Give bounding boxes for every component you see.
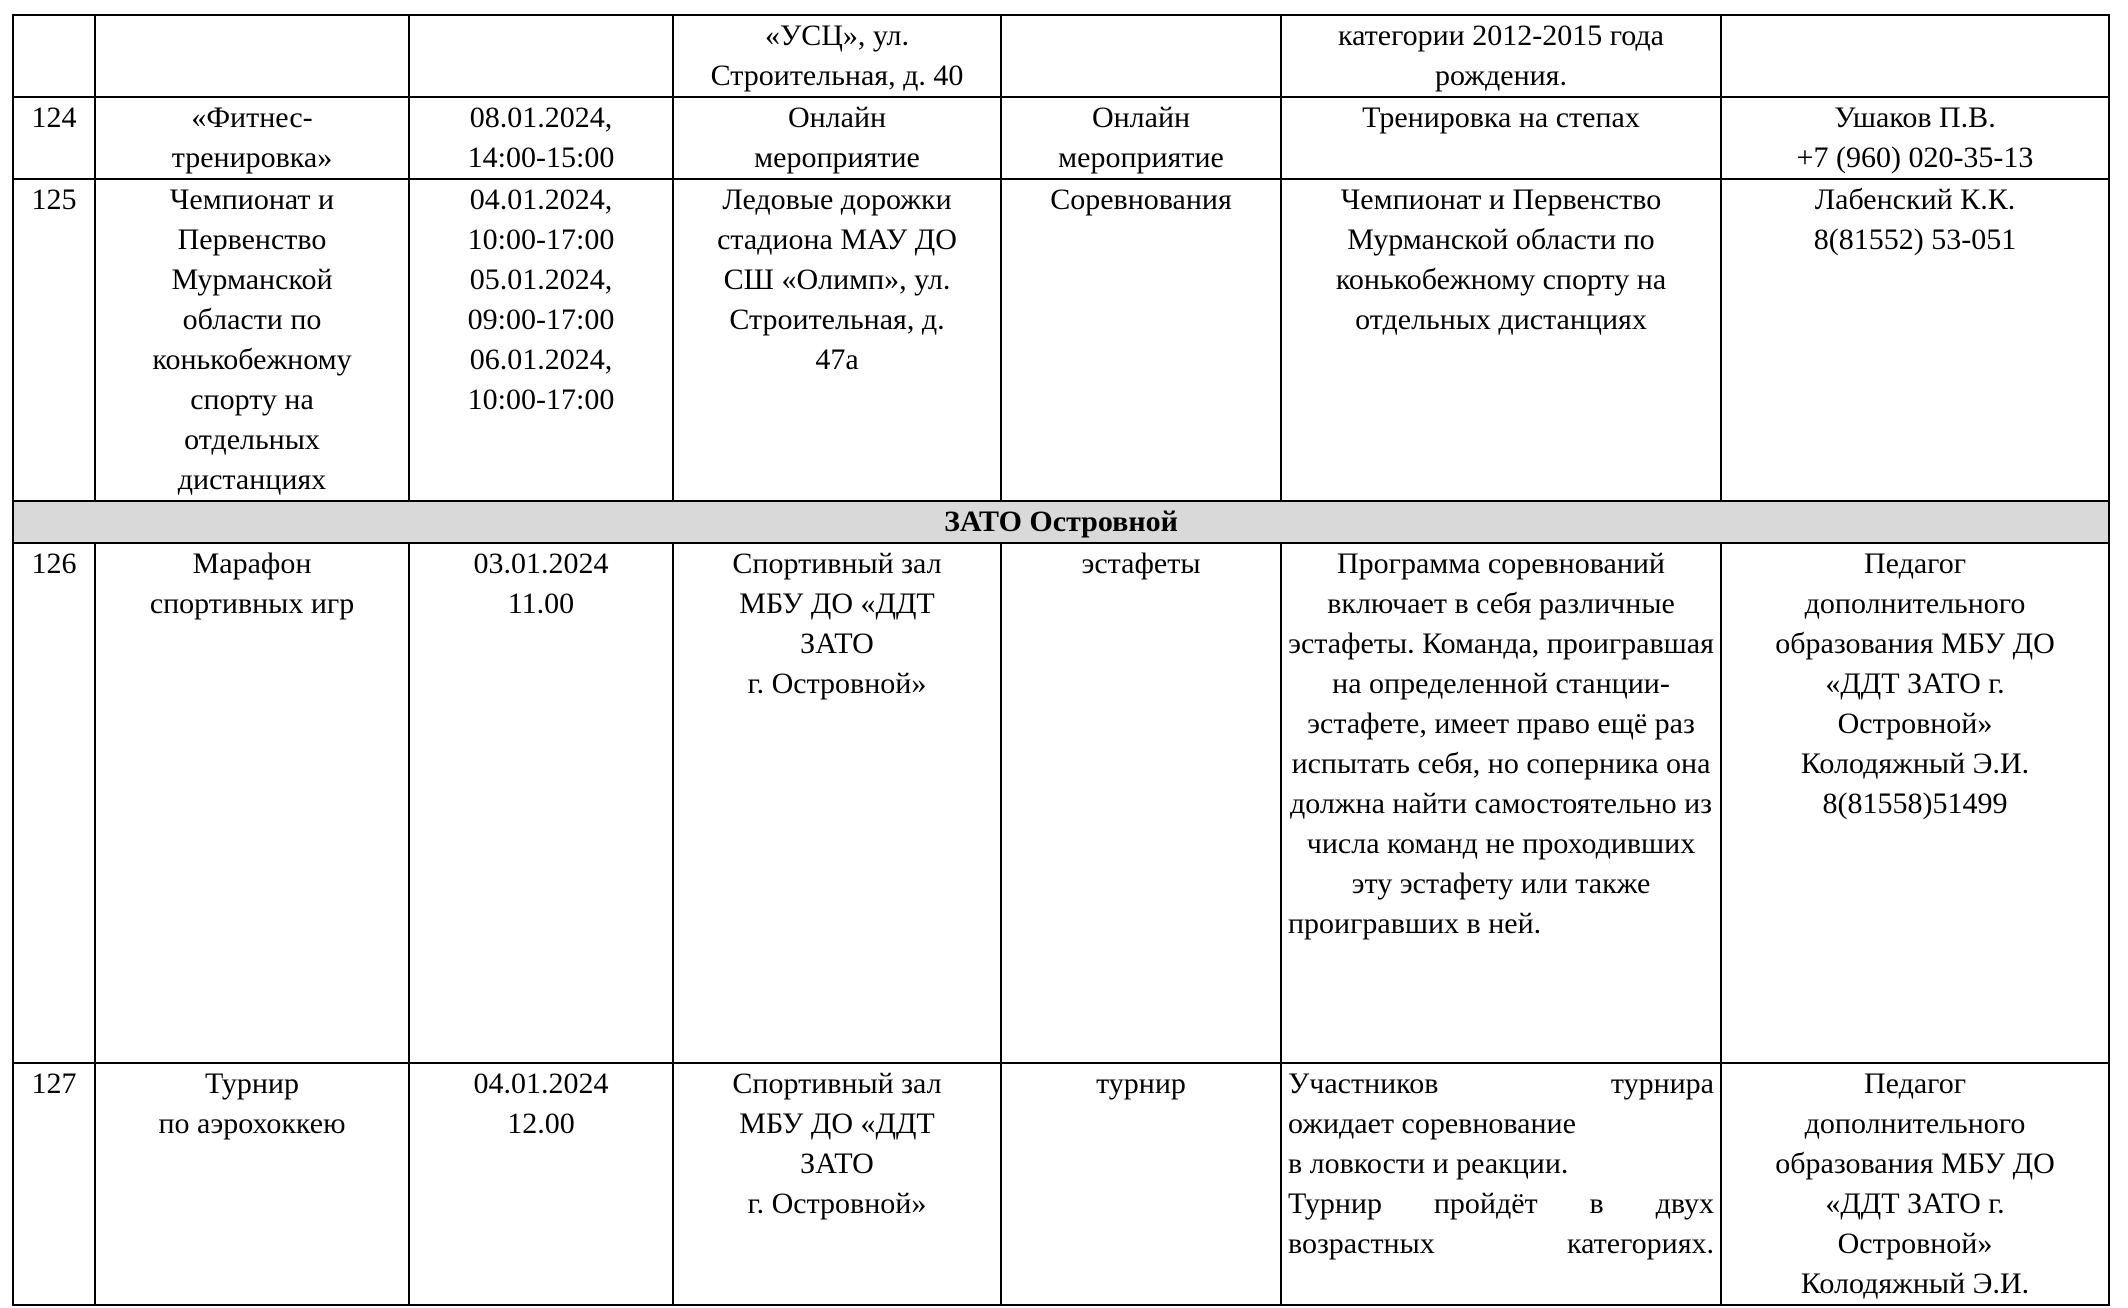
event-place: Спортивный зал МБУ ДО «ДДТ ЗАТО г. Островной» (673, 543, 1001, 1063)
event-place: «УСЦ», ул. Строительная, д. 40 (673, 15, 1001, 97)
event-description (1281, 1063, 1721, 1305)
event-name: Марафон спортивных игр (95, 543, 409, 1063)
event-contact: Педагог дополнительного образования МБУ ДО «ДДТ ЗАТО г. Островной» Колодяжный Э.И. 8(81558)51499 (1721, 543, 2109, 1063)
event-contact: Педагог дополнительного образования МБУ ДО «ДДТ ЗАТО г. Островной» Колодяжный Э.И. (1721, 1063, 2109, 1305)
event-date: 04.01.2024 12.00 (409, 1063, 673, 1305)
event-place: Онлайн мероприятие (673, 97, 1001, 179)
event-description: Программа соревнований включает в себя различные эстафеты. Команда, проигравшая на определенной станции-эстафете, имеет право ещё раз испытать себя, но соперника она должна найти самостоятельно из числа команд не проходивших эту эстафету или также проигравших в ней. (1281, 543, 1721, 1063)
description-line: ожидает соревнование (1288, 1107, 1576, 1140)
event-date: 08.01.2024, 14:00-15:00 (409, 97, 673, 179)
event-name (95, 15, 409, 97)
event-form: Соревнования (1001, 179, 1281, 501)
row-number: 126 (13, 543, 95, 1063)
row-number: 127 (13, 1063, 95, 1305)
row-number (13, 15, 95, 97)
event-date (409, 15, 673, 97)
section-row (13, 501, 2109, 543)
event-form: турнир (1001, 1063, 1281, 1305)
event-description: Чемпионат и Первенство Мурманской области по конькобежному спорту на отдельных дистанциях (1281, 179, 1721, 501)
event-place: Ледовые дорожки стадиона МАУ ДО СШ «Олимп», ул. Строительная, д. 47а (673, 179, 1001, 501)
section-title: ЗАТО Островной (13, 501, 2109, 543)
event-form: Онлайн мероприятие (1001, 97, 1281, 179)
table-row (13, 179, 2109, 501)
event-description: категории 2012-2015 года рождения. (1281, 15, 1721, 97)
event-description: Тренировка на степах (1281, 97, 1721, 179)
event-name: Чемпионат и Первенство Мурманской области по конькобежному спорту на отдельных дистанциях (95, 179, 409, 501)
description-line: возрастных категориях. (1288, 1227, 1714, 1260)
table-row (13, 543, 2109, 1063)
table-row (13, 15, 2109, 97)
event-name: «Фитнес- тренировка» (95, 97, 409, 179)
event-form (1001, 15, 1281, 97)
event-form: эстафеты (1001, 543, 1281, 1063)
description-line: Турнир пройдёт в двух (1288, 1187, 1714, 1220)
description-line: в ловкости и реакции. (1288, 1147, 1569, 1180)
row-number: 124 (13, 97, 95, 179)
description-line: Участников турнира (1288, 1067, 1714, 1100)
event-date: 03.01.2024 11.00 (409, 543, 673, 1063)
event-contact (1721, 15, 2109, 97)
event-date: 04.01.2024, 10:00-17:00 05.01.2024, 09:00-17:00 06.01.2024, 10:00-17:00 (409, 179, 673, 501)
event-contact: Лабенский К.К. 8(81552) 53-051 (1721, 179, 2109, 501)
event-name: Турнир по аэрохоккею (95, 1063, 409, 1305)
table-row (13, 97, 2109, 179)
event-place: Спортивный зал МБУ ДО «ДДТ ЗАТО г. Островной» (673, 1063, 1001, 1305)
row-number: 125 (13, 179, 95, 501)
events-table (12, 14, 2110, 1306)
event-contact: Ушаков П.В. +7 (960) 020-35-13 (1721, 97, 2109, 179)
table-row (13, 1063, 2109, 1305)
